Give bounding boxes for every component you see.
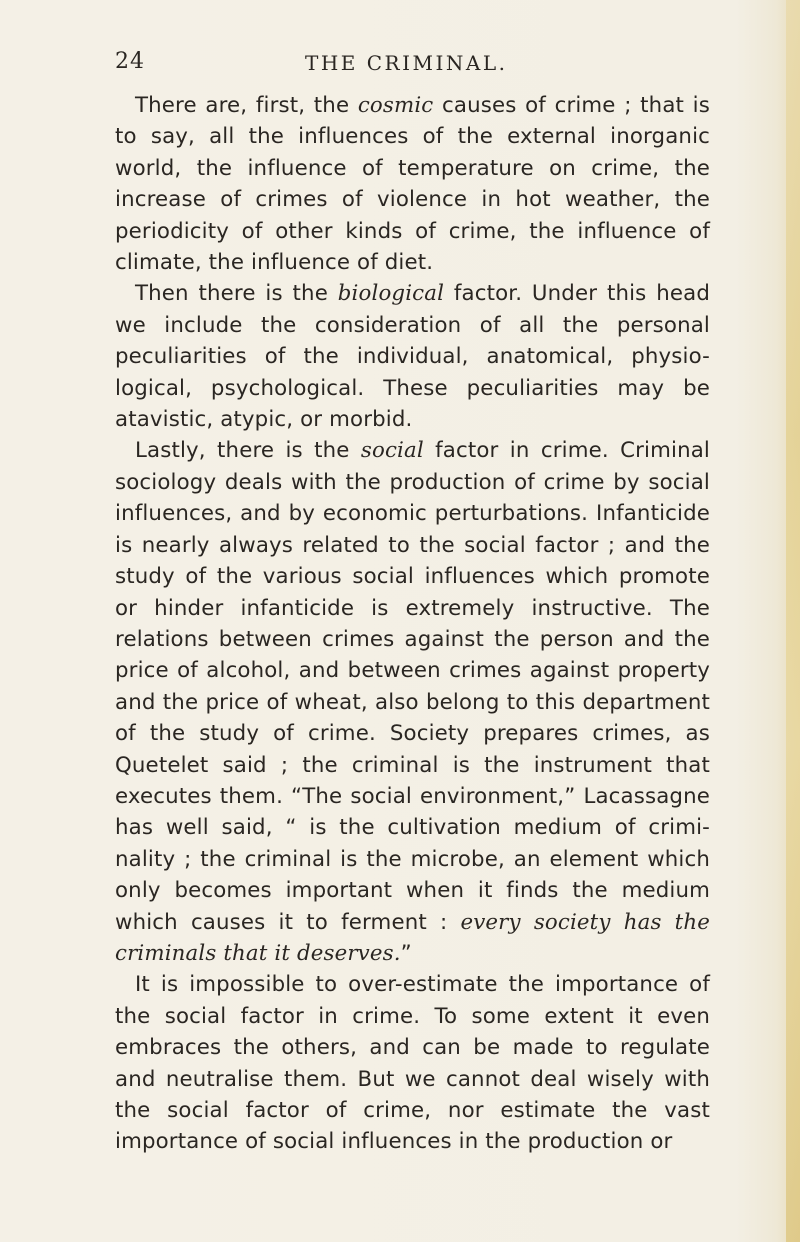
italic-term: social bbox=[360, 438, 424, 464]
text-run: Lastly, there is the bbox=[135, 438, 361, 464]
text-run: causes of crime ; that is to say, all the influences of the external inorganic world, the influence of temperature on crime, the increase of crimes of violence in hot weather, the periodicity of other kinds of crime, the influence of climate, the influence of diet. bbox=[115, 93, 710, 276]
paragraph-social bbox=[115, 435, 710, 969]
page-number: 24 bbox=[115, 49, 145, 74]
italic-term: cosmic bbox=[357, 93, 434, 118]
running-head: THE CRIMINAL. bbox=[305, 51, 508, 75]
body-text bbox=[115, 90, 710, 1158]
text-run: factor. Under this head we include the consideration of all the personal peculiarities of the individual, anatomical, physio-logical, psychological. These peculiarities may be atavistic, atypic, or morbid. bbox=[115, 281, 710, 433]
text-run: Then there is the bbox=[135, 281, 338, 307]
text-run: There are, first, the bbox=[135, 93, 358, 118]
text-run: ” bbox=[400, 940, 412, 966]
page-header bbox=[115, 49, 715, 79]
paragraph-biological bbox=[115, 278, 710, 435]
page-edge bbox=[786, 0, 800, 1242]
text-run: factor in crime. Criminal sociology deals with the production of crime by social influences, and by economic perturbations. Infanticide is nearly always related to the social factor ; and the study of the various social influences which promote or hinder infanticide is extremely instructive. The relations between crimes against the person and the price of alcohol, and between crimes against property and the price of wheat, also belong to this department of the study of crime. Society prepares crimes, as Quetelet said ; the criminal is the instrument that executes them. “The social environment,” Lacassagne has well said, “ is the cultivation medium of crimi-nality ; the criminal is the microbe, an element which only becomes important when it finds the medium which causes it to ferment : bbox=[115, 438, 710, 935]
paragraph-importance bbox=[115, 969, 710, 1157]
italic-quote: every society has the criminals that it deserves. bbox=[115, 909, 711, 966]
italic-term: biological bbox=[337, 281, 445, 307]
text-run: It is impossible to over-estimate the importance of the social factor in crime. To some extent it even embraces the others, and can be made to regulate and neutralise them. But we cannot deal wisely with the social factor of crime, nor estimate the vast importance of social influences in the production or bbox=[115, 972, 710, 1155]
paragraph-cosmic bbox=[115, 90, 710, 278]
